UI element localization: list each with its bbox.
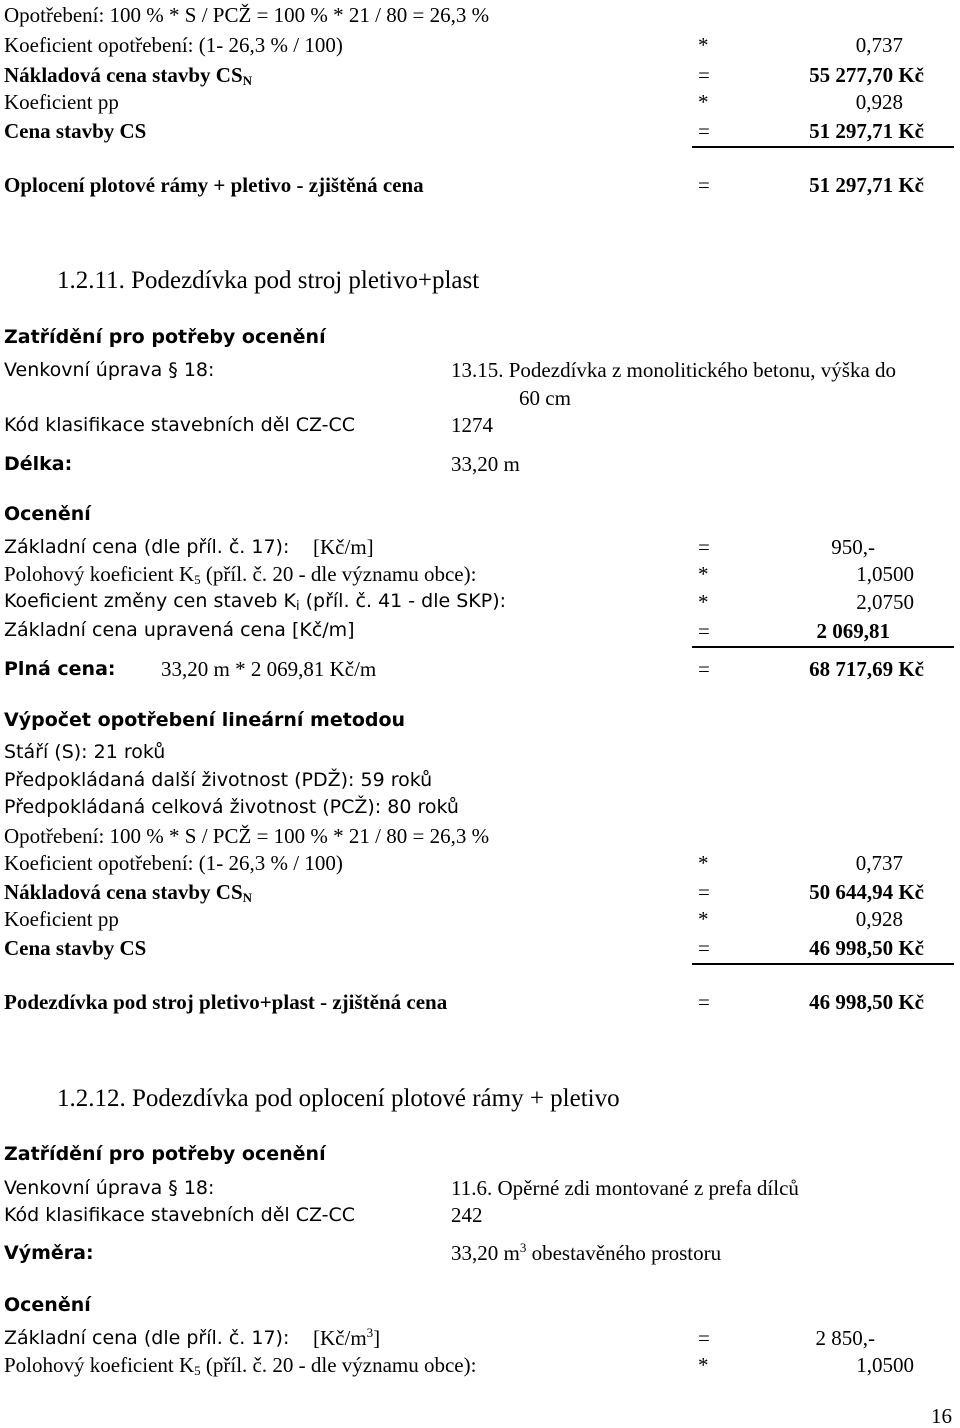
ki-op: * bbox=[698, 590, 709, 614]
pp-op-1: * bbox=[698, 90, 709, 114]
delka-label: Délka: bbox=[4, 453, 73, 475]
vu-label-2: Venkovní úprava § 18: bbox=[4, 1177, 215, 1199]
delka-value: 33,20 m bbox=[451, 452, 520, 476]
cost-value-1: 55 277,70 Kč bbox=[809, 63, 924, 87]
classification-heading-2: Zatřídění pro potřeby ocenění bbox=[4, 1143, 326, 1165]
wear-formula-2: Opotřebení: 100 % * S / PCŽ = 100 % * 21 / 80 = 26,3 % bbox=[4, 824, 490, 848]
plna-formula: 33,20 m * 2 069,81 Kč/m bbox=[161, 657, 377, 681]
wear-formula-1: Opotřebení: 100 % * S / PCŽ = 100 % * 21 / 80 = 26,3 % bbox=[4, 3, 490, 27]
vu-value-1-line2: 60 cm bbox=[519, 386, 571, 410]
pp-value-2: 0,928 bbox=[855, 907, 903, 931]
final-op-1: = bbox=[698, 173, 710, 197]
k5-value-2: 1,0500 bbox=[856, 1353, 914, 1377]
pp-label-2: Koeficient pp bbox=[4, 907, 119, 931]
vymera-value: 33,20 $m^3$ obestavěného prostoru bbox=[451, 1240, 722, 1265]
zc-unit-2: $[Kč/m^3]$ bbox=[313, 1325, 381, 1350]
page-number: 16 bbox=[931, 1404, 952, 1428]
final-label-2: Podezdívka pod stroj pletivo+plast - zjištěná cena bbox=[4, 990, 448, 1014]
zc-unit-1: [Kč/m] bbox=[313, 535, 374, 559]
cs-label-2: Cena stavby CS bbox=[4, 936, 147, 960]
kod-value-1: 1274 bbox=[451, 413, 493, 437]
cs-op-1: = bbox=[698, 119, 710, 143]
zcu-label: Základní cena upravená cena [Kč/m] bbox=[4, 619, 355, 641]
plna-value: 68 717,69 Kč bbox=[809, 657, 924, 681]
cs-label-1: Cena stavby CS bbox=[4, 119, 147, 143]
vu-label-1: Venkovní úprava § 18: bbox=[4, 359, 215, 381]
zc-op-2: = bbox=[698, 1326, 710, 1350]
k5-op-2: * bbox=[698, 1353, 709, 1377]
wear-coef-op-2: * bbox=[698, 851, 709, 875]
pp-value-1: 0,928 bbox=[855, 90, 903, 114]
wear-coef-label-1: Koeficient opotřebení: (1- 26,3 % / 100) bbox=[4, 33, 343, 57]
underline-rule-zcu bbox=[692, 646, 954, 648]
vu-value-1-line1: 13.15. Podezdívka z monolitického betonu, výška do bbox=[451, 358, 897, 382]
cs-op-2: = bbox=[698, 936, 710, 960]
pp-label-1: Koeficient pp bbox=[4, 90, 119, 114]
oceneni-heading-2: Ocenění bbox=[4, 1294, 91, 1316]
section-heading-1212: 1.2.12. Podezdívka pod oplocení plotové rámy + pletivo bbox=[57, 1085, 620, 1112]
pp-op-2: * bbox=[698, 907, 709, 931]
final-op-2: = bbox=[698, 990, 710, 1014]
stari: Stáří (S): 21 roků bbox=[4, 741, 166, 763]
cs-value-2: 46 998,50 Kč bbox=[809, 936, 924, 960]
zc-op-1: = bbox=[698, 535, 710, 559]
vypocet-heading: Výpočet opotřebení lineární metodou bbox=[4, 709, 406, 731]
zc-value-1: 950,- bbox=[831, 535, 875, 559]
wear-coef-label-2: Koeficient opotřebení: (1- 26,3 % / 100) bbox=[4, 851, 343, 875]
final-label-1: Oplocení plotové rámy + pletivo - zjištěná cena bbox=[4, 173, 424, 197]
wear-coef-value-1: 0,737 bbox=[855, 33, 903, 57]
section-heading-1211: 1.2.11. Podezdívka pod stroj pletivo+plast bbox=[57, 267, 480, 294]
k5-op-1: * bbox=[698, 562, 709, 586]
plna-label: Plná cena: bbox=[4, 658, 116, 680]
vymera-label: Výměra: bbox=[4, 1242, 94, 1264]
pcz: Předpokládaná celková životnost (PCŽ): 80 roků bbox=[4, 796, 459, 818]
wear-coef-value-2: 0,737 bbox=[855, 851, 903, 875]
ki-label: Koeficient změny cen staveb $K_i$ (příl. č. 41 - dle SKP): bbox=[4, 590, 507, 614]
zcu-op: = bbox=[698, 619, 710, 643]
cs-value-1: 51 297,71 Kč bbox=[809, 119, 924, 143]
plna-op: = bbox=[698, 657, 710, 681]
final-value-1: 51 297,71 Kč bbox=[809, 173, 924, 197]
pdz: Předpokládaná další životnost (PDŽ): 59 roků bbox=[4, 769, 433, 791]
zc-label-2: Základní cena (dle příl. č. 17): bbox=[4, 1327, 290, 1349]
kod-label-1: Kód klasifikace stavebních děl CZ-CC bbox=[4, 414, 356, 436]
final-value-2: 46 998,50 Kč bbox=[809, 990, 924, 1014]
k5-label-1: Polohový koeficient $K_5$ (příl. č. 20 - dle významu obce): bbox=[4, 562, 477, 587]
wear-coef-op-1: * bbox=[698, 33, 709, 57]
kod-value-2: 242 bbox=[451, 1203, 483, 1227]
ki-value: 2,0750 bbox=[856, 590, 914, 614]
k5-label-2: Polohový koeficient $K_5$ (příl. č. 20 - dle významu obce): bbox=[4, 1353, 477, 1378]
vu-value-2: 11.6. Opěrné zdi montované z prefa dílců bbox=[451, 1176, 799, 1200]
k5-value-1: 1,0500 bbox=[856, 562, 914, 586]
zc-value-2: 2 850,- bbox=[815, 1326, 875, 1350]
underline-rule-1 bbox=[692, 146, 954, 148]
zc-label-1: Základní cena (dle příl. č. 17): bbox=[4, 536, 290, 558]
cost-label-1: Nákladová cena stavby $CS_N$ bbox=[4, 63, 253, 88]
cost-label-2: Nákladová cena stavby $CS_N$ bbox=[4, 880, 253, 905]
underline-rule-2 bbox=[692, 963, 954, 965]
cost-op-1: = bbox=[698, 63, 710, 87]
cost-op-2: = bbox=[698, 880, 710, 904]
zcu-value: 2 069,81 bbox=[816, 619, 890, 643]
oceneni-heading-1: Ocenění bbox=[4, 503, 91, 525]
classification-heading-1: Zatřídění pro potřeby ocenění bbox=[4, 326, 326, 348]
cost-value-2: 50 644,94 Kč bbox=[809, 880, 924, 904]
kod-label-2: Kód klasifikace stavebních děl CZ-CC bbox=[4, 1204, 356, 1226]
